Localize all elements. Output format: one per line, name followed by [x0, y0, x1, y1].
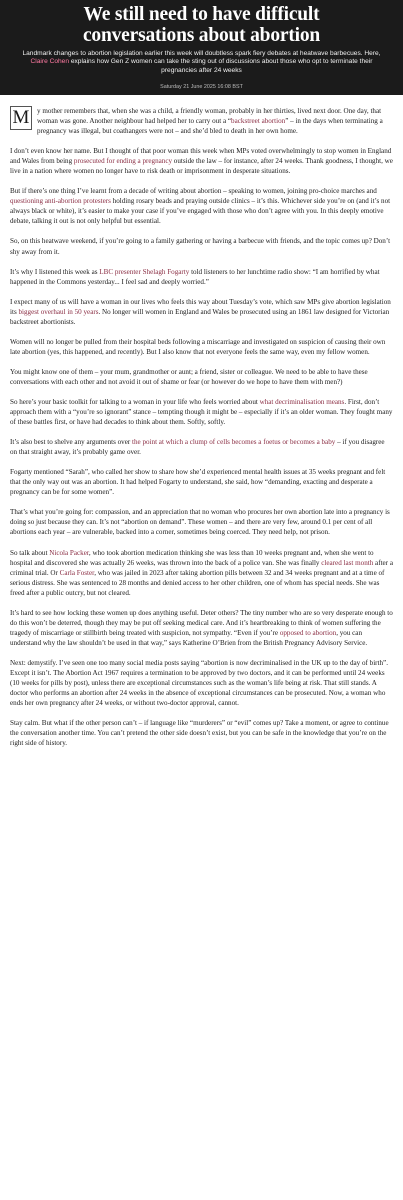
drop-cap: M — [10, 106, 32, 130]
paragraph-text: Next: demystify. I’ve seen one too many social media posts saying “abortion is now decriminalised in the UK up to the day of birth”. Except it isn’t. The Abortion Act 1967 requires a termination to be approved by two doctors, and it can be performed until 24 weeks (10 weeks for pills by post), unless there are exceptional circumstances such as the woman’s life being at risk. That still stands. A doctor who performs an abortion after 24 weeks in the absence of exceptional circumstances can be prosecuted. Now, a woman who ends her own pregnancy after 24 weeks, or without two-doctor approval, cannot. — [10, 658, 388, 708]
paragraph-text: outside the law – for instance, after 24 weeks. Thank goodness, I thought, we live in a nation where women no longer have to risk death or imprisonment in desperate situations. — [10, 157, 393, 176]
link-decriminalisation[interactable]: what decriminalisation means — [259, 397, 345, 406]
author-link[interactable]: Claire Cohen — [30, 58, 69, 66]
paragraph-8 — [10, 367, 393, 387]
link-carla-foster[interactable]: Carla Foster — [59, 568, 95, 577]
paragraph-2 — [10, 146, 393, 176]
link-biggest-overhaul[interactable]: biggest overhaul in 50 years — [18, 307, 99, 316]
article-body — [0, 95, 403, 748]
link-clump-of-cells[interactable]: the point at which a clump of cells becomes a foetus or becomes a baby — [132, 438, 336, 447]
paragraph-13 — [10, 548, 393, 598]
paragraph-text: y mother remembers that, when she was a child, a friendly woman, probably in her thirties, lived next door. One day, that woman was gone. Another neighbour had helped her to carry out a “ — [37, 107, 382, 126]
paragraph-text: I expect many of us will have a woman in our lives who feels this way about Tuesday’s vote, which saw MPs give abortion legislation its — [10, 297, 391, 316]
paragraph-text: holding rosary beads and praying outside clinics – it’s this. Whichever side you’re on (and it’s not always black or white), it’s easier to make your case if you’ve engaged with those who don’t agree with you. In this deeply emotive debate, talking it out is not only helpful but essential. — [10, 197, 391, 226]
link-opposed-to-abortion[interactable]: opposed to abortion — [279, 628, 337, 637]
link-lbc-presenter[interactable]: LBC presenter Shelagh Fogarty — [99, 267, 190, 276]
paragraph-text: You might know one of them – your mum, grandmother or aunt; a friend, sister or colleague. We need to be able to have these conversations with each other and not avoid it out of shame or fear (or however do we hope to have them with men?) — [10, 367, 368, 386]
paragraph-text: Women will no longer be pulled from their hospital beds following a miscarriage and investigated on suspicion of causing their own late abortion (yes, this happened, and recently). But I also know that not everyone feels the same way, even my fellow women. — [10, 337, 386, 356]
paragraph-text: , who was jailed in 2023 after taking abortion pills between 32 and 34 weeks pregnant and at a time of serious distress. She was sentenced to 28 months and denied access to her other children, one of whom has special needs. She was freed after a public outcry, but not cleared. — [10, 568, 385, 597]
standfirst-text: Landmark changes to abortion legislation earlier this week will doubtless spark fiery debates at heatwave barbecues. Here, — [22, 50, 381, 57]
paragraph-4 — [10, 236, 393, 256]
paragraph-text: Stay calm. But what if the other person can’t – if language like “murderers” or “evil” comes up? Take a moment, or agree to continue the conversation another time. You can’t pretend the other side doesn’t exist, but you can be safe in the knowledge that you’re on the right side of history. — [10, 719, 389, 748]
paragraph-9 — [10, 397, 393, 427]
paragraph-text: That’s what you’re going for: compassion, and an appreciation that no woman who procures her own abortion late into a pregnancy is doing so just because they can. It’s not “abortion on demand”. These women – and there are very few, around 0.1 per cent of all abortions each year – are vulnerable, backed into a corner, sometimes being coerced. They need help, not prison. — [10, 508, 390, 537]
paragraph-1 — [10, 106, 393, 136]
paragraph-text: . No longer will women in England and Wales be prosecuted using an 1861 law designed for Victorian backstreet abortionists. — [10, 307, 390, 326]
paragraph-text: It’s hard to see how locking these women up does anything useful. Deter others? The tiny number who are so very desperate enough to do this won’t be deterred, though they may be put off seeking medical care. And it’s heartbreaking to think of women suffering the tragedy of miscarriage or stillbirth being treated with suspicion, not sympathy. “Even if you’re — [10, 608, 393, 637]
paragraph-text: Fogarty mentioned “Sarah”, who called her show to share how she’d experienced mental health issues at 35 weeks pregnant and felt that the only way out was an abortion. It had helped Fogarty to understand, she said, how “demanding, exacting and desperate a pregnancy can be for some women”. — [10, 468, 386, 497]
paragraph-15 — [10, 658, 393, 708]
standfirst-text: explains how Gen Z women can take the sting out of discussions about those who opt to terminate their pregnancies after 24 weeks — [69, 58, 373, 74]
headline — [8, 4, 395, 46]
paragraph-12 — [10, 507, 393, 537]
article-header — [0, 0, 403, 95]
paragraph-text: It’s why I listened this week as — [10, 267, 100, 276]
paragraph-11 — [10, 467, 393, 497]
paragraph-text: . First, don’t approach them with a “you’re so ignorant” stance – tempting though it might be – especially if it’s an older woman. They fought many of these battles first, or have had decades to think about them. Softly, softly. — [10, 397, 393, 427]
paragraph-text: after a criminal trial. Or — [10, 558, 393, 577]
paragraph-text: – if you disagree on that straight away, it’s probably game over. — [10, 438, 385, 457]
link-nicola-packer[interactable]: Nicola Packer — [49, 548, 89, 557]
link-cleared-last-month[interactable]: cleared last month — [321, 558, 374, 567]
link-questioning-protesters[interactable]: questioning anti-abortion protesters — [10, 197, 111, 206]
link-prosecuted-for-ending-pregnancy[interactable]: prosecuted for ending a pregnancy — [73, 157, 173, 166]
paragraph-text: So here’s your basic toolkit for talking to a woman in your life who feels worried about — [10, 397, 260, 406]
paragraph-7 — [10, 337, 393, 357]
paragraph-text: I don’t even know her name. But I thought of that poor woman this week when MPs voted overwhelmingly to stop women in England and Wales from being — [10, 147, 392, 166]
paragraph-text: , you can understand why the law shouldn’t be used in that way,” says Katherine O’Brien from the British Pregnancy Advisory Service. — [10, 628, 368, 647]
paragraph-6 — [10, 297, 393, 327]
paragraph-3 — [10, 186, 393, 226]
paragraph-text: So talk about — [10, 548, 50, 557]
paragraph-16 — [10, 718, 393, 748]
paragraph-10 — [10, 437, 393, 457]
standfirst — [14, 50, 389, 75]
paragraph-text: ” – in the days when terminating a pregnancy was illegal, but coathangers were not – and she’d bled to death in her own home. — [37, 117, 383, 136]
paragraph-text: It’s also best to shelve any arguments over — [10, 438, 133, 447]
paragraph-text: told listeners to her lunchtime radio show: “I am horrified by what happened in the Commons yesterday... I feel sad and deeply worried.” — [10, 267, 380, 286]
paragraph-text: So, on this heatwave weekend, if you’re going to a family gathering or having a barbecue with friends, and the topic comes up? Don’t shy away from it. — [10, 237, 391, 256]
headline-line-2: conversations about abortion — [82, 25, 321, 46]
link-backstreet-abortion[interactable]: backstreet abortion — [231, 117, 286, 126]
paragraph-text: , who took abortion medication thinking she was less than 10 weeks pregnant and, when she went to hospital and discovered she was actually 26 weeks, was thrown into the back of a police van. She was finally — [10, 548, 374, 567]
headline-line-1: We still need to have difficult — [83, 4, 320, 25]
paragraph-5 — [10, 267, 393, 287]
publish-date: Saturday 21 June 2025 16:08 BST — [160, 84, 243, 90]
paragraph-14 — [10, 608, 393, 648]
paragraph-text: But if there’s one thing I’ve learnt from a decade of writing about abortion – speaking to women, joining pro-choice marches and — [10, 187, 377, 196]
